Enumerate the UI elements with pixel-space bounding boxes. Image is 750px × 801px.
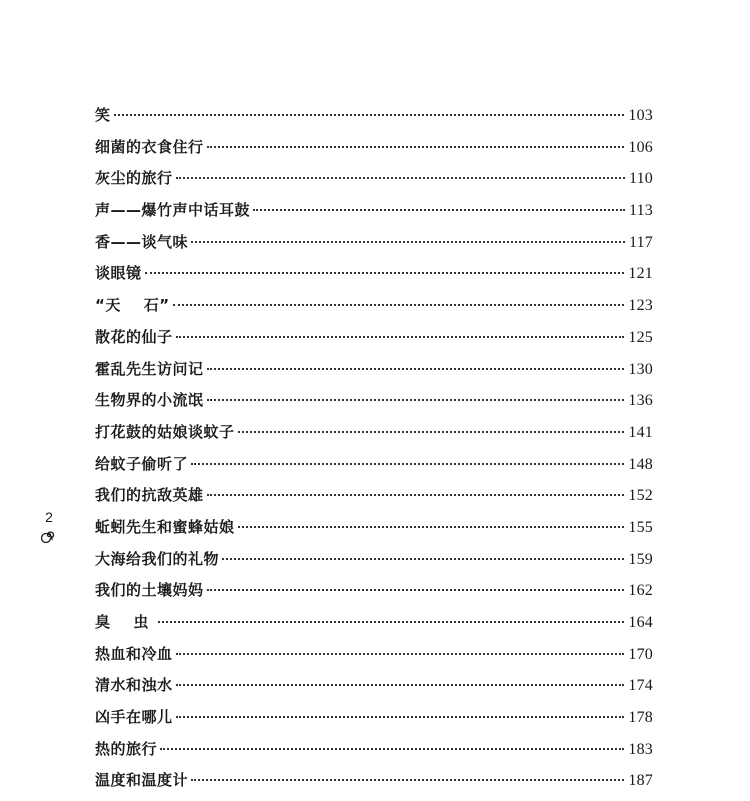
toc-leader-dots <box>160 748 624 750</box>
toc-leader-dots <box>145 272 625 274</box>
toc-leader-dots <box>176 684 625 686</box>
toc-entry-title: 臭 虫 <box>95 613 155 631</box>
toc-entry-title: 蚯蚓先生和蜜蜂姑娘 <box>95 517 235 536</box>
toc-entry <box>95 769 653 801</box>
toc-entry <box>95 674 653 706</box>
toc-leader-dots <box>176 653 625 655</box>
toc-entry-page: 121 <box>628 265 653 283</box>
toc-entry-page: 170 <box>628 645 653 663</box>
toc-entry-page: 106 <box>628 138 653 156</box>
toc-entry-page: 136 <box>628 392 653 410</box>
toc-entry <box>95 706 653 738</box>
toc-entry-page: 123 <box>628 297 653 315</box>
toc-entry-page: 162 <box>628 582 653 600</box>
page-number: 2 <box>45 509 53 525</box>
toc-entry <box>95 231 653 263</box>
toc-leader-dots <box>222 558 624 560</box>
toc-entry-page: 113 <box>628 202 653 220</box>
toc-entry-title: 清水和浊水 <box>95 676 173 695</box>
toc-entry <box>95 643 653 675</box>
toc-entry-title: 大海给我们的礼物 <box>95 549 220 568</box>
toc-leader-dots <box>173 304 625 306</box>
toc-leader-dots <box>176 177 625 179</box>
toc-entry <box>95 136 653 168</box>
toc-entry-title: 热血和冷血 <box>95 644 173 663</box>
toc-leader-dots <box>176 336 625 338</box>
toc-entry-title: 灰尘的旅行 <box>95 169 173 188</box>
toc-entry-page: 130 <box>628 360 653 378</box>
toc-entry-title: 我们的土壤妈妈 <box>95 581 204 600</box>
toc-leader-dots <box>253 209 625 211</box>
toc-leader-dots <box>207 494 625 496</box>
toc-leader-dots <box>238 526 625 528</box>
toc-entry <box>95 453 653 485</box>
toc-entry-page: 152 <box>628 487 653 505</box>
toc-leader-dots <box>191 779 624 781</box>
toc-entry <box>95 389 653 421</box>
toc-entry-title: 热的旅行 <box>95 739 158 758</box>
toc-entry <box>95 484 653 516</box>
toc-leader-dots <box>176 716 625 718</box>
toc-entry <box>95 358 653 390</box>
page-folio <box>40 509 58 543</box>
toc-entry-title: 生物界的小流氓 <box>95 391 204 410</box>
toc-entry-page: 187 <box>628 772 653 790</box>
toc-entry-title: 凶手在哪儿 <box>95 708 173 727</box>
toc-entry-title: 温度和温度计 <box>95 771 189 790</box>
toc-entry <box>95 326 653 358</box>
toc-leader-dots <box>238 431 625 433</box>
toc-entry-page: 110 <box>628 170 653 188</box>
toc-leader-dots <box>158 621 625 623</box>
toc-entry-page: 117 <box>628 233 653 251</box>
toc-leader-dots <box>207 399 625 401</box>
toc-entry <box>95 199 653 231</box>
toc-entry-page: 155 <box>628 518 653 536</box>
toc-entry-title: 打花鼓的姑娘谈蚊子 <box>95 422 235 441</box>
toc-entry-title: 细菌的衣食住行 <box>95 137 204 156</box>
toc-leader-dots <box>191 463 624 465</box>
toc-entry-title: 笑 <box>95 106 111 124</box>
toc-entry <box>95 294 653 326</box>
toc-leader-dots <box>114 114 625 116</box>
toc-entry-page: 174 <box>628 677 653 695</box>
toc-entry-page: 103 <box>628 107 653 124</box>
toc-entry <box>95 104 653 136</box>
toc-entry <box>95 611 653 643</box>
toc-entry <box>95 167 653 199</box>
toc-entry-title: “天 石” <box>95 296 170 315</box>
toc-entry-title: 我们的抗敌英雄 <box>95 486 204 505</box>
toc-entry-page: 183 <box>628 740 653 758</box>
toc-entry-title: 香——谈气味 <box>95 232 189 251</box>
toc-entry-title: 声——爆竹声中话耳鼓 <box>95 201 251 220</box>
toc-entry <box>95 516 653 548</box>
toc-entry-page: 148 <box>628 455 653 473</box>
toc-leader-dots <box>207 589 625 591</box>
toc-entry-page: 164 <box>628 614 653 631</box>
toc-entry <box>95 548 653 580</box>
toc-entry-page: 159 <box>628 550 653 568</box>
toc-entry-page: 178 <box>628 709 653 727</box>
toc-entry <box>95 262 653 294</box>
spiral-icon <box>41 527 57 543</box>
toc-entry <box>95 421 653 453</box>
table-of-contents <box>95 104 653 801</box>
toc-leader-dots <box>207 146 625 148</box>
toc-leader-dots <box>207 368 625 370</box>
toc-entry <box>95 579 653 611</box>
toc-leader-dots <box>191 241 625 243</box>
toc-entry-title: 霍乱先生访问记 <box>95 359 204 378</box>
toc-entry-page: 125 <box>628 328 653 346</box>
toc-entry <box>95 738 653 770</box>
toc-entry-title: 谈眼镜 <box>95 264 142 283</box>
toc-entry-page: 141 <box>628 423 653 441</box>
toc-entry-title: 散花的仙子 <box>95 327 173 346</box>
toc-entry-title: 给蚊子偷听了 <box>95 454 189 473</box>
